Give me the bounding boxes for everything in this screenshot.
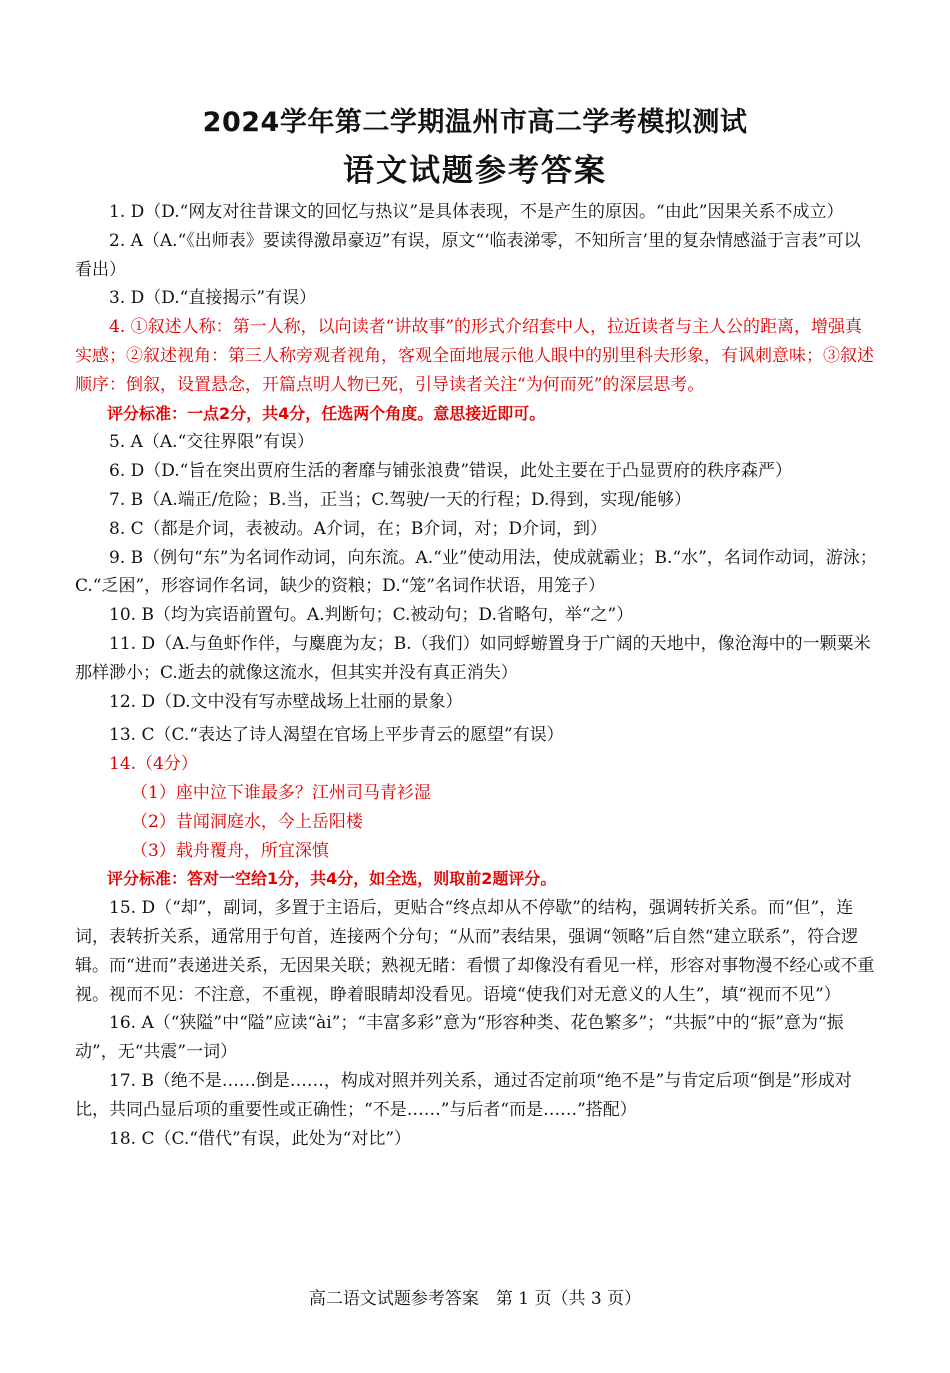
answer-5: 5. A（A.“交往界限”有误） xyxy=(109,432,314,453)
answer-7: 7. B（A.端正/危险；B.当，正当；C.驾驶/一天的行程；D.得到，实现/能够） xyxy=(109,489,692,510)
answer-15: 15. D（“却”，副词，多置于主语后，更贴合“终点却从不停歇”的结构，强调转折关系。而“但”，连词，表转折关系，通常用于句首，连接两个分句；“从而”表结果，强调“领略”后自然“建立联系”，符合逻辑。而“进而”表递进关系，无因果关联；熟视无睹：看惯了却像没有看见一样，形容对事物漫不经心或不重视。视而不见：不注意，不重视，睁着眼睛却没看见。语境“使我们对无意义的人生”，填“视而不见”） xyxy=(75,898,875,1005)
answer-14-item-2: （2）昔闻洞庭水，今上岳阳楼 xyxy=(131,811,363,832)
page-title: 2024学年第二学期温州市高二学考模拟测试 xyxy=(202,107,748,138)
answer-14-item-3: （3）载舟覆舟，所宜深慎 xyxy=(131,840,329,861)
page-footer: 高二语文试题参考答案 第 1 页（共 3 页） xyxy=(308,1289,642,1309)
answer-14-item-1: （1）座中泣下谁最多？江州司马青衫湿 xyxy=(131,782,431,803)
answer-1: 1. D（D.“网友对往昔课文的回忆与热议”是具体表现，不是产生的原因。“由此”因果关系不成立） xyxy=(109,202,844,222)
answer-13: 13. C（C.“表达了诗人渴望在官场上平步青云的愿望”有误） xyxy=(109,725,564,746)
answer-9: 9. B（例句“东”为名词作动词，向东流。A.“业”使动用法，使成就霸业；B.“水”，名词作动词，游泳；C.“乏困”，形容词作名词，缺少的资粮；D.“笼”名词作状语，用笼子） xyxy=(75,547,877,597)
answer-12: 12. D（D.文中没有写赤壁战场上壮丽的景象） xyxy=(109,691,463,712)
answer-list xyxy=(75,198,877,1153)
answer-8: 8. C（都是介词，表被动。A介词，在；B介词，对；D介词，到） xyxy=(109,518,608,539)
page-subtitle: 语文试题参考答案 xyxy=(343,153,607,189)
answer-16: 16. A（“狭隘”中“隘”应读“ài”；“丰富多彩”意为“形容种类、花色繁多”；“共振”中的“振”意为“振动”，无“共震”一词） xyxy=(75,1013,844,1063)
answer-10: 10. B（均为宾语前置句。A.判断句；C.被动句；D.省略句，举“之”） xyxy=(109,605,634,626)
answer-14: 14.（4分） xyxy=(109,754,198,775)
answer-18: 18. C（C.“借代”有误，此处为“对比”） xyxy=(109,1128,412,1149)
answer-11: 11. D（A.与鱼虾作伴，与麋鹿为友；B.（我们）如同蜉蝣置身于广阔的天地中，像沧海中的一颗粟米那样渺小；C.逝去的就像这流水，但其实并没有真正消失） xyxy=(75,633,871,683)
answer-14-scoring: 评分标准：答对一空给1分，共4分，如全选，则取前2题评分。 xyxy=(107,869,557,889)
answer-2: 2. A（A.“《出师表》要读得激昂豪迈”有误，原文“‘临表涕零，不知所言’里的复杂情感溢于言表”可以看出） xyxy=(75,230,861,280)
answer-4-scoring: 评分标准：一点2分，共4分，任选两个角度。意思接近即可。 xyxy=(107,403,546,423)
answer-17: 17. B（绝不是……倒是……，构成对照并列关系，通过否定前项“绝不是”与肯定后项“倒是”形成对比，共同凸显后项的重要性或正确性；“不是……”与后者“而是……”搭配） xyxy=(75,1070,852,1120)
answer-6: 6. D（D.“旨在突出贾府生活的奢靡与铺张浪费”错误，此处主要在于凸显贾府的秩序森严） xyxy=(109,461,793,482)
answer-4: 4. ①叙述人称：第一人称，以向读者“讲故事”的形式介绍套中人，拉近读者与主人公的距离，增强真实感；②叙述视角：第三人称旁观者视角，客观全面地展示他人眼中的别里科夫形象，有讽刺意味；③叙述顺序：倒叙，设置悬念，开篇点明人物已死，引导读者关注“为何而死”的深层思考。 xyxy=(75,317,874,395)
answer-3: 3. D（D.“直接揭示”有误） xyxy=(109,288,317,309)
